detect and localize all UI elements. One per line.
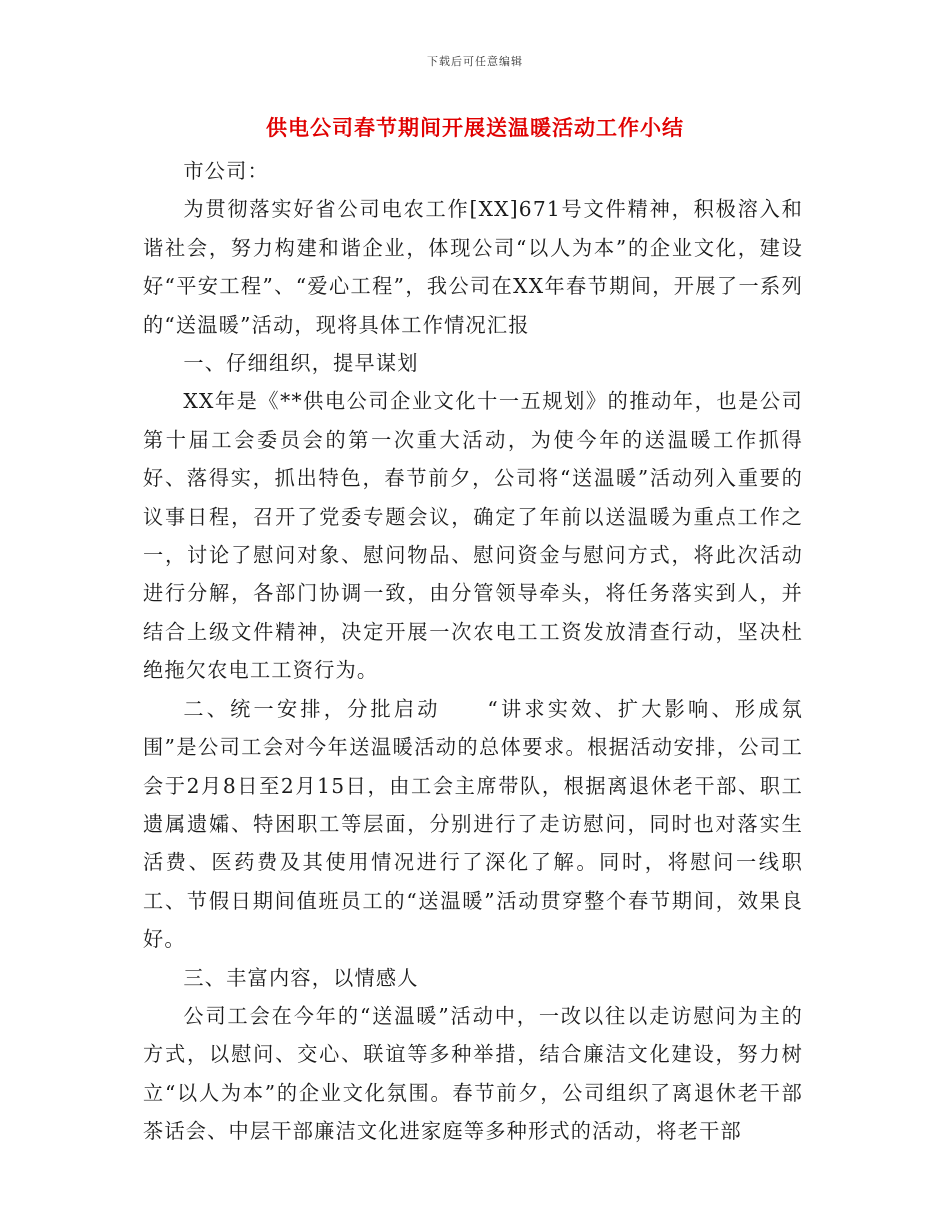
page-header-note: 下载后可任意编辑 — [427, 55, 523, 68]
paragraph-section-1: XX年是《**供电公司企业文化十一五规划》的推动年，也是公司第十届工会委员会的第一次重大活动，为使今年的送温暖工作抓得好、落得实，抓出特色，春节前夕，公司将“送温暖”活动列入重要的议事日程，召开了党委专题会议，确定了年前以送温暖为重点工作之一，讨论了慰问对象、慰问物品、慰问资金与慰问方式，将此次活动进行分解，各部门协调一致，由分管领导牵头，将任务落实到人，并结合上级文件精神，决定开展一次农电工工资发放清查行动，坚决杜绝拖欠农电工工资行为。 — [143, 389, 803, 683]
paragraph-section-3: 公司工会在今年的“送温暖”活动中，一改以往以走访慰问为主的方式，以慰问、交心、联谊等多种举措，结合廉洁文化建设，努力树立“以人为本”的企业文化氛围。春节前夕，公司组织了离退休老干部茶话会、中层干部廉洁文化进家庭等多种形式的活动，将老干部 — [143, 1003, 803, 1144]
document-title: 供电公司春节期间开展送温暖活动工作小结 — [266, 115, 684, 140]
section-heading-3: 三、丰富内容，以情感人 — [183, 965, 419, 990]
paragraph-intro: 为贯彻落实好省公司电农工作[XX]671号文件精神，积极溶入和谐社会，努力构建和谐企业，体现公司“以人为本”的企业文化，建设好“平安工程”、“爱心工程”，我公司在XX年春节期间，开展了一系列的“送温暖”活动，现将具体工作情况汇报 — [143, 197, 803, 337]
document-body — [143, 152, 803, 1151]
salutation: 市公司： — [183, 159, 269, 183]
section-heading-1: 一、仔细组织，提早谋划 — [183, 351, 419, 376]
paragraph-section-2: 二、统一安排，分批启动 “讲求实效、扩大影响、形成氛围”是公司工会对今年送温暖活动的总体要求。根据活动安排，公司工会于2月8日至2月15日，由工会主席带队，根据离退休老干部、职工遗属遗孀、特困职工等层面，分别进行了走访慰问，同时也对落实生活费、医药费及其使用情况进行了深化了解。同时，将慰问一线职工、节假日期间值班员工的“送温暖”活动贯穿整个春节期间，效果良好。 — [143, 696, 803, 952]
